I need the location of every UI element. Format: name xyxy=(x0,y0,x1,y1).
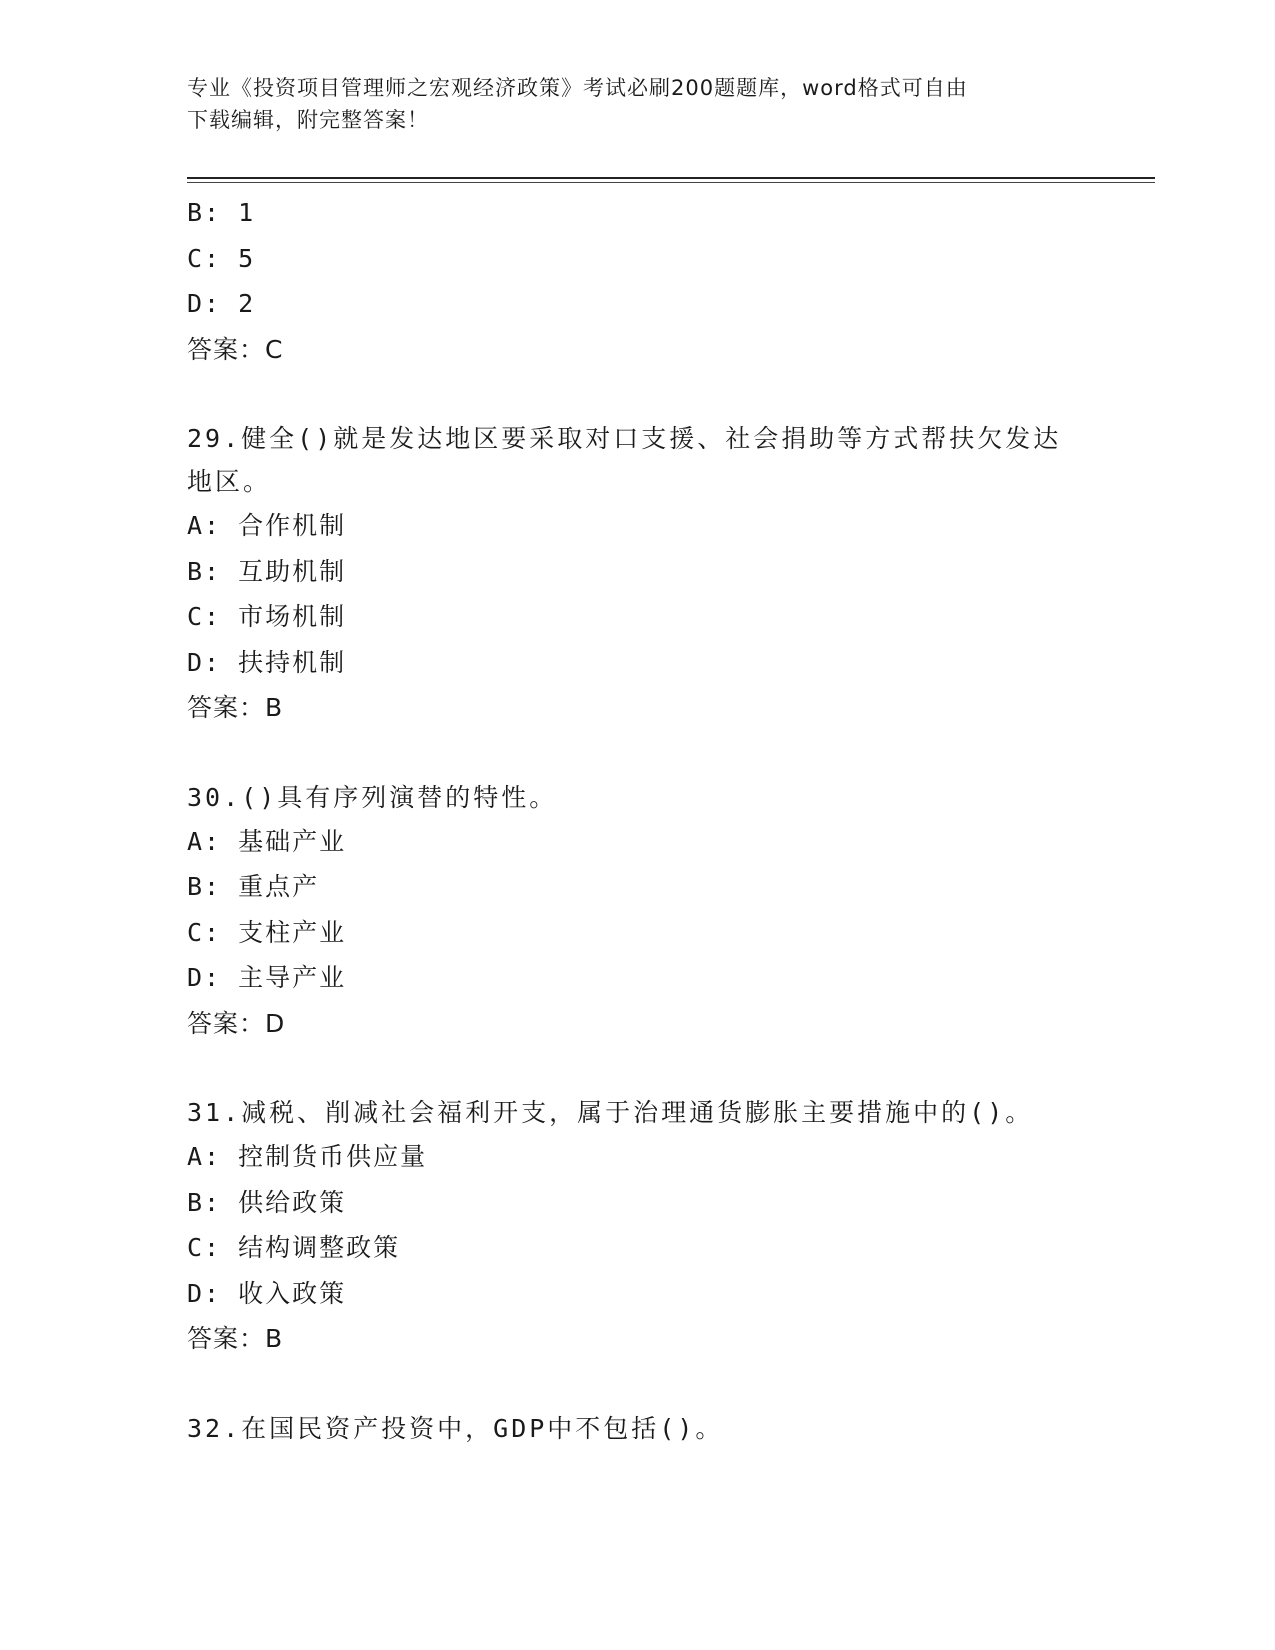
option-b: B: 1 xyxy=(187,198,256,227)
option-c: C: 5 xyxy=(187,243,256,273)
question-stem: 32.在国民资产投资中，GDP中不包括()。 xyxy=(187,1413,724,1443)
question-stem: 29.健全()就是发达地区要采取对口支援、社会捐助等方式帮扶欠发达地区。 xyxy=(187,424,1062,496)
spacer xyxy=(187,1046,1087,1091)
question-stem: 31.减税、削减社会福利开支，属于治理通货膨胀主要措施中的()。 xyxy=(187,1098,1034,1127)
spacer xyxy=(187,372,1087,417)
option-d: D: 主导产业 xyxy=(187,963,347,992)
header-line-1: 专业《投资项目管理师之宏观经济政策》考试必刷200题题库，word格式可自由 xyxy=(187,76,968,100)
option-c: C: 市场机制 xyxy=(187,602,347,631)
header-rule-thin xyxy=(187,182,1155,183)
option-d: D: 2 xyxy=(187,289,256,318)
question-29 xyxy=(187,417,1087,731)
header-line-2: 下载编辑，附完整答案！ xyxy=(187,108,429,132)
spacer xyxy=(187,1362,1087,1407)
question-31 xyxy=(187,1091,1087,1362)
document-header xyxy=(187,72,1067,136)
option-c: C: 结构调整政策 xyxy=(187,1233,401,1262)
answer-line: 答案：C xyxy=(187,334,284,364)
spacer xyxy=(187,731,1087,776)
option-c: C: 支柱产业 xyxy=(187,917,347,947)
option-b: B: 互助机制 xyxy=(187,556,347,586)
option-a: A: 控制货币供应量 xyxy=(187,1142,428,1171)
question-30 xyxy=(187,776,1087,1047)
answer-line: 答案：B xyxy=(187,693,284,722)
option-a: A: 基础产业 xyxy=(187,826,347,856)
document-body xyxy=(187,190,1087,1450)
option-d: D: 收入政策 xyxy=(187,1278,347,1308)
header-rule-thick xyxy=(187,177,1155,179)
answer-line: 答案：B xyxy=(187,1324,284,1353)
question-28-tail xyxy=(187,190,1087,372)
question-32 xyxy=(187,1407,1087,1450)
option-a: A: 合作机制 xyxy=(187,511,347,540)
option-d: D: 扶持机制 xyxy=(187,647,347,677)
option-b: B: 供给政策 xyxy=(187,1187,347,1217)
option-b: B: 重点产 xyxy=(187,872,320,901)
question-stem: 30.()具有序列演替的特性。 xyxy=(187,782,558,812)
answer-line: 答案：D xyxy=(187,1008,286,1038)
